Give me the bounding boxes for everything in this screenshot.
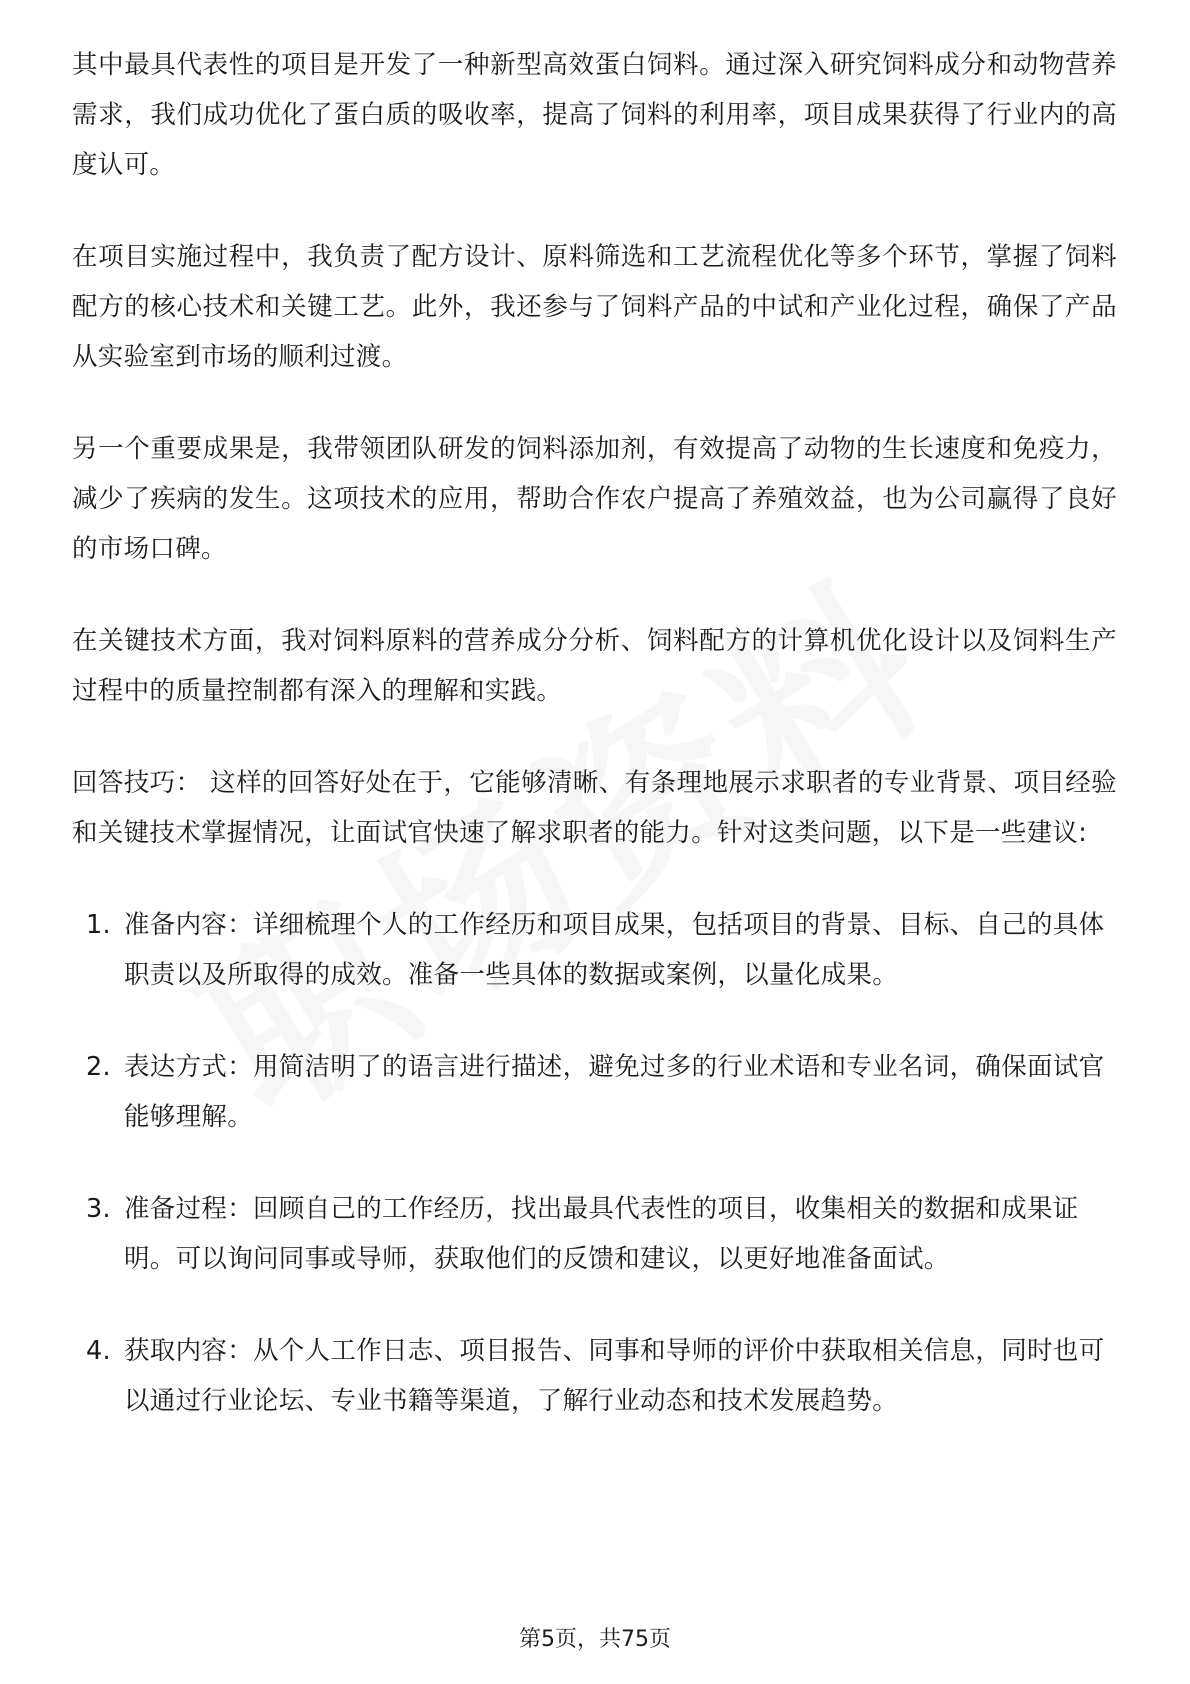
list-item [72, 1184, 1117, 1284]
list-item-text: 准备内容：详细梳理个人的工作经历和项目成果，包括项目的背景、目标、自己的具体职责以及所取得的成效。准备一些具体的数据或案例，以量化成果。 [124, 910, 1105, 990]
suggestion-list [72, 900, 1117, 1426]
page-number-footer: 第5页，共75页 [519, 1627, 671, 1652]
list-item-number: 3. [86, 1194, 111, 1224]
list-item [72, 1326, 1117, 1426]
list-item-number: 4. [86, 1336, 111, 1366]
list-item-number: 2. [86, 1052, 111, 1082]
list-item-text: 获取内容：从个人工作日志、项目报告、同事和导师的评价中获取相关信息，同时也可以通过行业论坛、专业书籍等渠道，了解行业动态和技术发展趋势。 [124, 1336, 1105, 1416]
paragraph-answer-tips: 回答技巧： 这样的回答好处在于，它能够清晰、有条理地展示求职者的专业背景、项目经验和关键技术掌握情况，让面试官快速了解求职者的能力。针对这类问题，以下是一些建议: [72, 768, 1117, 848]
paragraph-4: 在关键技术方面，我对饲料原料的营养成分分析、饲料配方的计算机优化设计以及饲料生产过程中的质量控制都有深入的理解和实践。 [72, 626, 1117, 706]
list-item-text: 准备过程：回顾自己的工作经历，找出最具代表性的项目，收集相关的数据和成果证明。可以询问同事或导师，获取他们的反馈和建议，以更好地准备面试。 [124, 1194, 1079, 1274]
paragraph-1: 其中最具代表性的项目是开发了一种新型高效蛋白饲料。通过深入研究饲料成分和动物营养需求，我们成功优化了蛋白质的吸收率，提高了饲料的利用率，项目成果获得了行业内的高度认可。 [72, 50, 1117, 180]
paragraph-3: 另一个重要成果是，我带领团队研发的饲料添加剂，有效提高了动物的生长速度和免疫力，减少了疾病的发生。这项技术的应用，帮助合作农户提高了养殖效益，也为公司赢得了良好的市场口碑。 [72, 434, 1117, 564]
list-item [72, 1042, 1117, 1142]
page-content [72, 40, 1117, 1468]
list-item [72, 900, 1117, 1000]
paragraph-2: 在项目实施过程中，我负责了配方设计、原料筛选和工艺流程优化等多个环节，掌握了饲料配方的核心技术和关键工艺。此外，我还参与了饲料产品的中试和产业化过程，确保了产品从实验室到市场的顺利过渡。 [72, 242, 1117, 372]
list-item-text: 表达方式：用简洁明了的语言进行描述，避免过多的行业术语和专业名词，确保面试官能够理解。 [124, 1052, 1105, 1132]
list-item-number: 1. [86, 910, 111, 940]
